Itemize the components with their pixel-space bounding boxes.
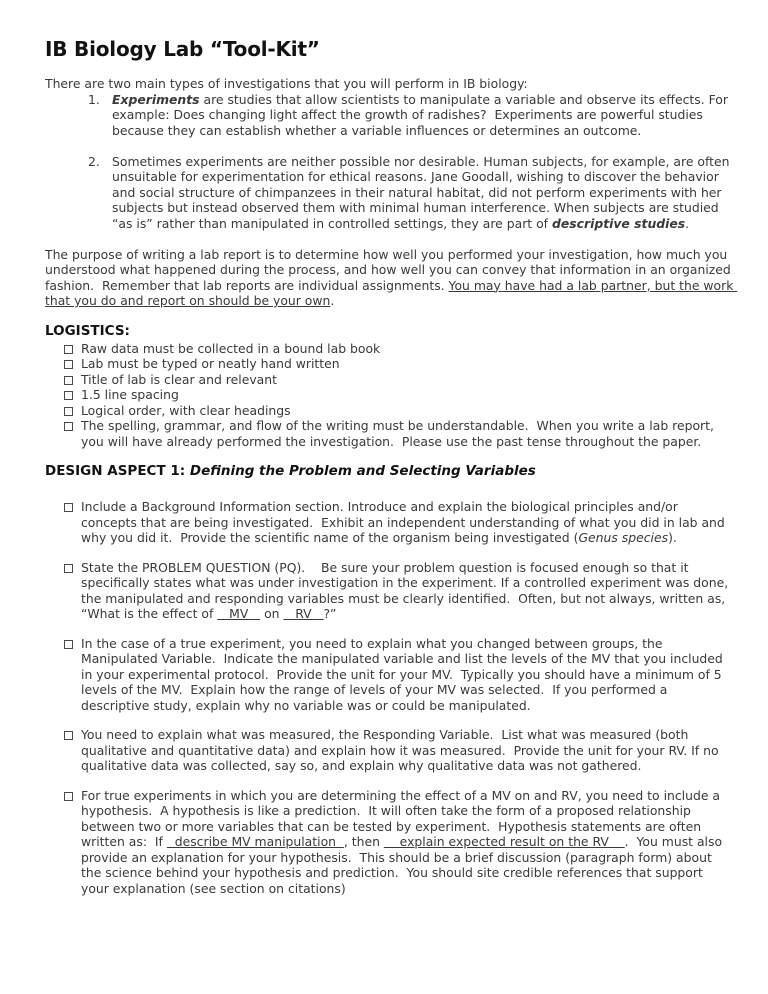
- checklist-item: [45, 727, 734, 774]
- checkbox-icon: [64, 422, 73, 431]
- checklist-item-text: Title of lab is clear and relevant: [81, 371, 277, 387]
- checklist-item: [45, 403, 734, 419]
- checklist-item-text: Logical order, with clear headings: [81, 402, 291, 418]
- checkbox-icon: [64, 731, 73, 740]
- checklist-item: [45, 418, 734, 449]
- checkbox-icon: [64, 345, 73, 354]
- logistics-checklist: [45, 341, 734, 450]
- checklist-item: [45, 341, 734, 357]
- purpose-paragraph: The purpose of writing a lab report is to determine how well you performed your investigation, how much you understood what happened during the process, and how well you can convey that information in an organized fashion. Remember that lab reports are individual assignments. You may have had a lab partner, but the work that you do and report on should be your own.: [45, 246, 738, 308]
- list-item-text: Sometimes experiments are neither possible nor desirable. Human subjects, for example, are often unsuitable for experimentation for ethical reasons. Jane Goodall, wishing to discover the behavior and social structure of chimpanzees in their natural habitat, did not perform experiments with her subjects but instead observed them with minimal human interference. When subjects are studied “as is” rather than manipulated in controlled settings, they are part of descriptive studies.: [112, 153, 734, 231]
- numbered-list-item: [45, 154, 734, 232]
- checklist-item-text: You need to explain what was measured, the Responding Variable. List what was measured (both qualitative and quantitative data) and explain how it was measured. Provide the unit for your RV. If no qualitative data was collected, say so, and explain why qualitative data was not gathered.: [81, 727, 723, 773]
- checklist-item: [45, 788, 734, 897]
- list-item-number: 2.: [88, 153, 100, 169]
- list-item-text: Experiments are studies that allow scientists to manipulate a variable and observe its effects. For example: Does changing light affect the growth of radishes? Experiments are powerful studies because they can establish whether a variable influences or determines an outcome.: [112, 91, 732, 138]
- checklist-item-text: Include a Background Information section. Introduce and explain the biological principles and/or concepts that are being investigated. Exhibit an independent understanding of what you did in lab and why you did it. Provide the scientific name of the organism being investigated (Genus species).: [81, 499, 729, 545]
- checklist-item: [45, 372, 734, 388]
- design-aspect-1-heading: DESIGN ASPECT 1: Defining the Problem and Selecting Variables: [45, 463, 536, 479]
- checkbox-icon: [64, 407, 73, 416]
- numbered-list-item: [45, 92, 734, 139]
- checkbox-icon: [64, 360, 73, 369]
- checklist-item: [45, 387, 734, 403]
- checklist-item-text: In the case of a true experiment, you need to explain what you changed between groups, the Manipulated Variable. Indicate the manipulated variable and list the levels of the MV that you included in your experimental protocol. Provide the unit for your MV. Typically you should have a minimum of 5 levels of the MV. Explain how the range of levels of your MV was selected. If you performed a descriptive study, explain why no variable was or could be manipulated.: [81, 635, 727, 713]
- checklist-item: [45, 499, 734, 546]
- checklist-item-text: State the PROBLEM QUESTION (PQ). Be sure your problem question is focused enough so that it specifically states what was under investigation in the experiment. If a controlled experiment was done, the manipulated and responding variables must be clearly identified. Often, but not always, written as, “What is the effect of MV on RV ?”: [81, 559, 733, 621]
- logistics-heading: LOGISTICS:: [45, 322, 130, 339]
- checklist-item: [45, 356, 734, 372]
- list-item-number: 1.: [88, 91, 100, 107]
- design-aspect-1-checklist: [45, 499, 734, 896]
- checkbox-icon: [64, 564, 73, 573]
- checklist-item-text: For true experiments in which you are determining the effect of a MV on and RV, you need to include a hypothesis. A hypothesis is like a prediction. It will often take the form of a proposed relationship between two or more variables that can be tested by experiment. Hypothesis statements are often written as: If describe MV manipulation , then explain expected result on the RV . You must also provide an explanation for your hypothesis. This should be a brief discussion (paragraph form) about the science behind your hypothesis and prediction. You should site credible references that support your explanation (see section on citations): [81, 787, 726, 896]
- checklist-item-text: 1.5 line spacing: [81, 387, 179, 402]
- checkbox-icon: [64, 503, 73, 512]
- checklist-item-text: The spelling, grammar, and flow of the writing must be understandable. When you write a lab report, you will have already performed the investigation. Please use the past tense throughout the paper.: [81, 418, 718, 449]
- intro-paragraph: There are two main types of investigations that you will perform in IB biology:: [45, 76, 528, 91]
- checkbox-icon: [64, 376, 73, 385]
- checkbox-icon: [64, 792, 73, 801]
- checkbox-icon: [64, 640, 73, 649]
- checklist-item: [45, 560, 734, 622]
- document-title: IB Biology Lab “Tool-Kit”: [45, 37, 320, 61]
- checklist-item-text: Lab must be typed or neatly hand written: [81, 356, 340, 371]
- checkbox-icon: [64, 391, 73, 400]
- checklist-item-text: Raw data must be collected in a bound lab book: [81, 340, 381, 356]
- checklist-item: [45, 636, 734, 714]
- investigation-types-list: [45, 92, 734, 232]
